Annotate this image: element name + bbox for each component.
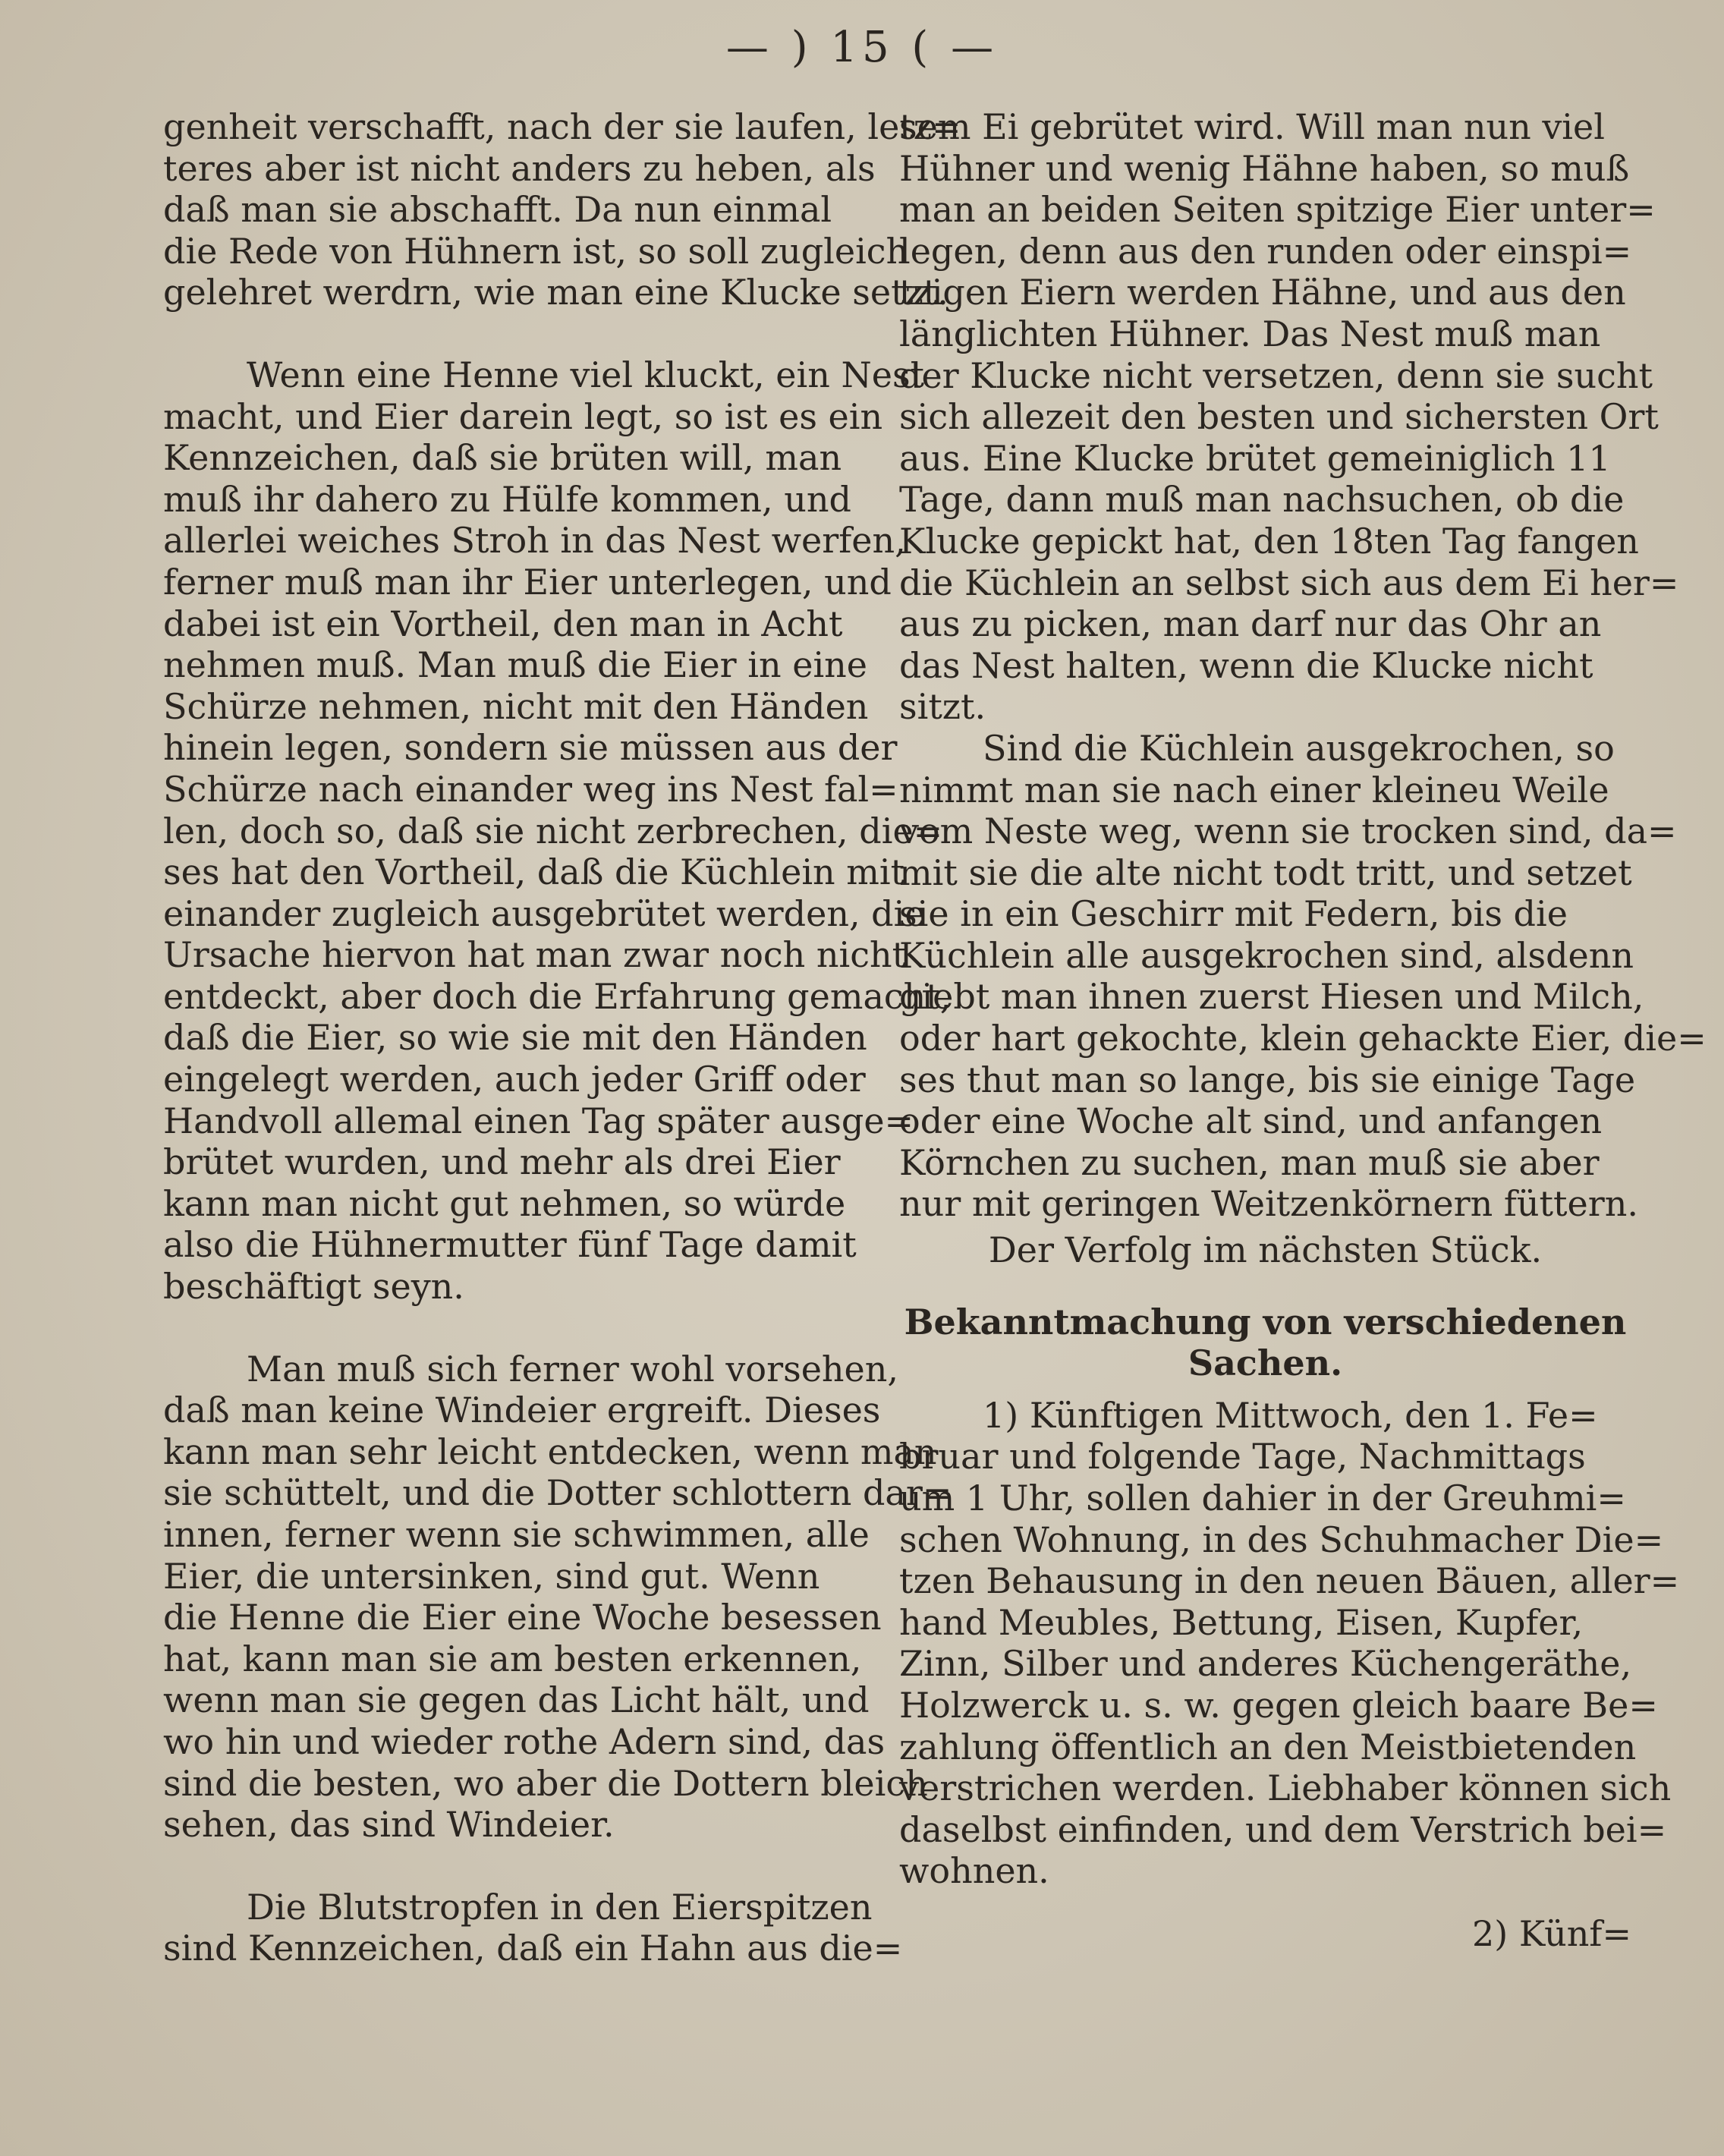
text-line: Bekanntmachung von verschiedenen — [904, 1301, 1627, 1342]
text-line: kann man sehr leicht entdecken, wenn man — [163, 1431, 937, 1472]
text-line: muß ihr dahero zu Hülfe kommen, und — [163, 478, 851, 520]
text-line: wohnen. — [899, 1850, 1049, 1892]
text-line: die Henne die Eier eine Woche besessen — [163, 1597, 882, 1638]
text-line: wenn man sie gegen das Licht hält, und — [163, 1679, 870, 1721]
text-line: allerlei weiches Stroh in das Nest werfen, — [163, 520, 906, 562]
text-line: daß man keine Windeier ergreift. Dieses — [163, 1390, 881, 1431]
text-line: ses hat den Vortheil, daß die Küchlein mit — [163, 851, 905, 893]
text-line: Schürze nach einander weg ins Nest fal= — [163, 768, 898, 810]
text-line: giebt man ihnen zuerst Hiesen und Milch, — [899, 976, 1644, 1018]
text-line: die Küchlein an selbst sich aus dem Ei her= — [899, 562, 1679, 603]
text-line: Hühner und wenig Hähne haben, so muß — [899, 147, 1630, 189]
text-line: verstrichen werden. Liebhaber können sich — [899, 1767, 1672, 1809]
text-line: Handvoll allemal einen Tag später ausge= — [163, 1100, 914, 1141]
text-line: die Rede von Hühnern ist, so soll zugleich — [163, 230, 909, 272]
text-line: len, doch so, daß sie nicht zerbrechen, die= — [163, 810, 943, 851]
text-line: Wenn eine Henne viel kluckt, ein Nest — [247, 354, 925, 395]
text-line: das Nest halten, wenn die Klucke nicht — [899, 644, 1593, 686]
text-line: tzen Behausung in den neuen Bäuen, aller= — [899, 1560, 1680, 1602]
text-line: Schürze nehmen, nicht mit den Händen — [163, 685, 869, 727]
page-number-header: — ) 15 ( — — [725, 23, 999, 72]
text-line: bruar und folgende Tage, Nachmittags — [899, 1436, 1586, 1478]
text-line: sie in ein Geschirr mit Federn, bis die — [899, 893, 1568, 935]
paragraph-chicks — [899, 727, 1707, 1225]
text-line: sich allezeit den besten und sichersten Ort — [899, 396, 1659, 438]
text-line: aus zu picken, man darf nur das Ohr an — [899, 603, 1602, 645]
text-line: Holzwerck u. s. w. gegen gleich baare Be= — [899, 1684, 1658, 1726]
text-line: gelehret werdrn, wie man eine Klucke setzt. — [163, 272, 949, 313]
text-line: brütet wurden, und mehr als drei Eier — [163, 1141, 841, 1183]
right-column — [899, 106, 1707, 1955]
text-line: eingelegt werden, auch jeder Griff oder — [163, 1059, 866, 1100]
text-line: tzigen Eiern werden Hähne, und aus den — [899, 272, 1626, 313]
continued-note: Der Verfolg im nächsten Stück. — [988, 1229, 1543, 1271]
paragraph-rooster-hens — [899, 106, 1679, 728]
text-line: 1) Künftigen Mittwoch, den 1. Fe= — [983, 1394, 1598, 1436]
catchword: 2) Künf= — [1471, 1912, 1631, 1954]
text-line: legen, denn aus den runden oder einspi= — [899, 230, 1632, 272]
text-line: kann man nicht gut nehmen, so würde — [163, 1182, 846, 1224]
text-line: ses thut man so lange, bis sie einige Tage — [899, 1059, 1636, 1100]
text-line: schen Wohnung, in des Schuhmacher Die= — [899, 1519, 1664, 1560]
text-line: Sind die Küchlein ausgekrochen, so — [983, 727, 1615, 769]
text-line: Man muß sich ferner wohl vorsehen, — [247, 1348, 899, 1390]
text-line: entdeckt, aber doch die Erfahrung gemacht, — [163, 975, 952, 1017]
text-line: sehen, das sind Windeier. — [163, 1804, 615, 1846]
text-line: Klucke gepickt hat, den 18ten Tag fangen — [899, 520, 1639, 562]
paragraph-wind-eggs — [163, 1348, 952, 1846]
text-line: Eier, die untersinken, sind gut. Wenn — [163, 1555, 820, 1597]
text-line: aus. Eine Klucke brütet gemeiniglich 11 — [899, 437, 1611, 479]
text-line: Ursache hiervon hat man zwar noch nicht — [163, 934, 907, 976]
text-line: nur mit geringen Weitzenkörnern füttern. — [899, 1183, 1638, 1225]
text-line: sem Ei gebrütet wird. Will man nun viel — [899, 106, 1605, 147]
text-line: Zinn, Silber und anderes Küchengeräthe, — [899, 1643, 1632, 1685]
text-line: ferner muß man ihr Eier unterlegen, und — [163, 561, 892, 603]
text-line: der Klucke nicht versetzen, denn sie sucht — [899, 354, 1653, 396]
text-line: um 1 Uhr, sollen dahier in der Greuhmi= — [899, 1478, 1626, 1519]
text-line: Tage, dann muß man nachsuchen, ob die — [899, 479, 1625, 521]
text-line: teres aber ist nicht anders zu heben, als — [163, 147, 876, 189]
text-line: sind Kennzeichen, daß ein Hahn aus die= — [163, 1928, 903, 1969]
text-line: daß die Eier, so wie sie mit den Händen — [163, 1017, 867, 1059]
text-line: daselbst einfinden, und dem Verstrich bei= — [899, 1808, 1667, 1850]
text-line: Küchlein alle ausgekrochen sind, alsdenn — [899, 934, 1634, 976]
text-line: Die Blutstropfen in den Eierspitzen — [247, 1886, 873, 1928]
text-line: wo hin und wieder rothe Adern sind, das — [163, 1720, 886, 1762]
text-line: vom Neste weg, wenn sie trocken sind, da= — [899, 810, 1677, 852]
text-line: daß man sie abschafft. Da nun einmal — [163, 189, 832, 231]
text-line: sitzt. — [899, 686, 986, 728]
text-line: hand Meubles, Bettung, Eisen, Kupfer, — [899, 1601, 1584, 1643]
text-line: sind die besten, wo aber die Dottern bleich — [163, 1762, 928, 1804]
text-line: nimmt man sie nach einer kleineu Weile — [899, 769, 1609, 810]
text-line: oder eine Woche alt sind, und anfangen — [899, 1100, 1603, 1142]
text-line: genheit verschafft, nach der sie laufen, letz= — [163, 106, 961, 147]
text-line: beschäftigt seyn. — [163, 1266, 464, 1308]
text-line: also die Hühnermutter fünf Tage damit — [163, 1224, 857, 1266]
text-line: hinein legen, sondern sie müssen aus der — [163, 727, 898, 769]
text-line: einander zugleich ausgebrütet werden, die — [163, 892, 926, 934]
text-line: zahlung öffentlich an den Meistbietenden — [899, 1726, 1637, 1767]
text-line: Kennzeichen, daß sie brüten will, man — [163, 437, 842, 479]
announcements-heading — [899, 1301, 1631, 1384]
text-line: Körnchen zu suchen, man muß sie aber — [899, 1141, 1600, 1183]
text-line: innen, ferner wenn sie schwimmen, alle — [163, 1514, 870, 1555]
text-line: hat, kann man sie am besten erkennen, — [163, 1638, 862, 1679]
text-line: sie schüttelt, und die Dotter schlottern dar= — [163, 1472, 952, 1514]
paragraph-blood-drops — [163, 1886, 903, 1969]
text-line: oder hart gekochte, klein gehackte Eier, die= — [899, 1018, 1707, 1059]
text-line: dabei ist ein Vortheil, den man in Acht — [163, 603, 843, 644]
text-line: mit sie die alte nicht todt tritt, und setzet — [899, 851, 1632, 893]
text-line: man an beiden Seiten spitzige Eier unter= — [899, 189, 1656, 231]
text-line: länglichten Hühner. Das Nest muß man — [899, 313, 1601, 354]
paragraph-chicken-intro — [163, 106, 961, 313]
text-line: Sachen. — [1188, 1342, 1343, 1384]
text-line: macht, und Eier darein legt, so ist es ein — [163, 395, 883, 437]
text-line: nehmen muß. Man muß die Eier in eine — [163, 644, 868, 686]
announcement-1 — [899, 1394, 1680, 1892]
